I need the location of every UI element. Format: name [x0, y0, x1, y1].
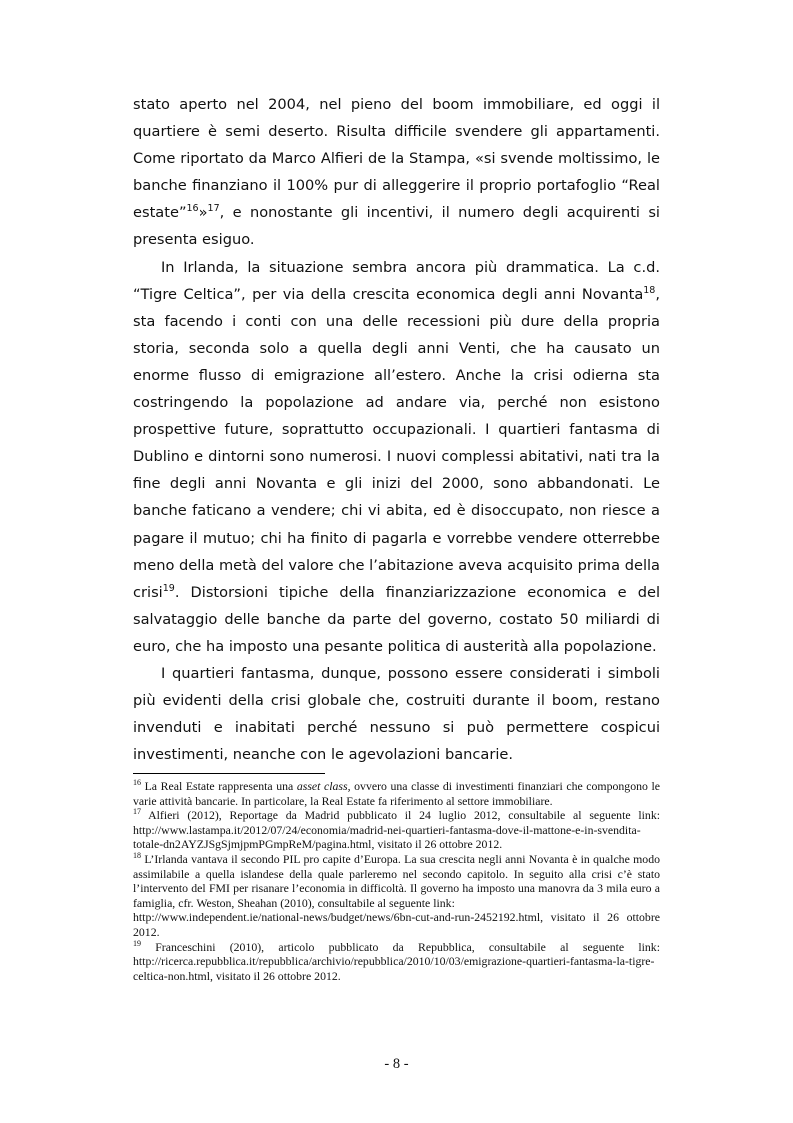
paragraph-1: [133, 91, 660, 254]
footnote-ref-17[interactable]: 17: [207, 203, 220, 215]
paragraph-1-text: stato aperto nel 2004, nel pieno del boom immobiliare, ed oggi il quartiere è semi deserto. Risulta difficile svendere gli appartamenti. Come riportato da Marco Alfieri de la Stampa, «si svende moltissimo, le banche finanziano il 100% pur di alleggerire il proprio portafoglio “Real estate”: [133, 96, 660, 222]
footnote-19-text: Franceschini (2010), articolo pubblicato da Repubblica, consultabile al seguente link: http://ricerca.repubblica.it/repubblica/archivio/repubblica/2010/10/03/emigrazione-quartieri-fantasma-la-tigre-celtica-non.html, visitato il 26 ottobre 2012.: [133, 939, 660, 983]
footnote-ref-16[interactable]: 16: [186, 203, 199, 215]
footnote-16: [133, 779, 660, 808]
footnote-16-number: 16: [133, 778, 141, 788]
paragraph-2-text-a: In Irlanda, la situazione sembra ancora più drammatica. La c.d. “Tigre Celtica”, per via della crescita economica degli anni Novanta: [133, 258, 660, 303]
footnote-16-text-b: ovvero una classe di investimenti finanziari che compongono le varie attività bancarie. In particolare, la Real Estate fa riferimento al settore immobiliare.: [133, 779, 660, 808]
paragraph-2: [133, 254, 660, 660]
footnote-16-text-a: La Real Estate rappresenta una: [141, 779, 297, 793]
paragraph-3: [133, 660, 660, 768]
footnote-18: [133, 852, 660, 910]
footnote-19-number: 19: [133, 938, 141, 948]
footnote-16-emphasis: asset class,: [296, 779, 351, 793]
footnote-17: [133, 808, 660, 852]
footnote-19: [133, 940, 660, 984]
footnote-17-number: 17: [133, 807, 141, 817]
closing-quote: »: [198, 204, 208, 222]
footnote-17-text: Alfieri (2012), Reportage da Madrid pubblicato il 24 luglio 2012, consultabile al seguente link: http://www.lastampa.it/2012/07/24/economia/madrid-nei-quartieri-fantasma-dove-il-mattone-e-in-svendita-totale-dn2AYZJSgSjmjpmPGmpReM/pagina.html, visitato il 26 ottobre 2012.: [133, 808, 660, 852]
footnote-18-url[interactable]: http://www.independent.ie/national-news/budget/news/6bn-cut-and-run-2452192.html, visitato il 26 ottobre 2012.: [133, 910, 660, 939]
paragraph-1-end: , e nonostante gli incentivi, il numero degli acquirenti si presenta esiguo.: [133, 204, 660, 249]
paragraph-3-text: I quartieri fantasma, dunque, possono essere considerati i simboli più evidenti della crisi globale che, costruiti durante il boom, restano invenduti e inabitati perché nessuno si può permettere cospicui investimenti, neanche con le agevolazioni bancarie.: [133, 664, 660, 764]
paragraph-2-text-b: , sta facendo i conti con una delle recessioni più dure della propria storia, seconda solo a quella degli anni Venti, che ha causato un enorme flusso di emigrazione all’estero. Anche la crisi odierna sta costringendo la popolazione ad andare via, perché non esistono prospettive future, soprattutto occupazionali. I quartieri fantasma di Dublino e dintorni sono numerosi. I nuovi complessi abitativi, nati tra la fine degli anni Novanta e gli inizi del 2000, sono abbandonati. Le banche faticano a vendere; chi vi abita, ed è disoccupato, non riesce a pagare il mutuo; chi ha finito di pagarla e vorrebbe vendere otterrebbe meno della metà del valore che l’abitazione aveva acquisito prima della crisi: [133, 285, 660, 601]
footnotes: [133, 779, 660, 983]
footnote-ref-18[interactable]: 18: [643, 284, 656, 296]
footnote-ref-19[interactable]: 19: [162, 582, 175, 594]
main-text: [133, 91, 660, 768]
paragraph-2-text-c: . Distorsioni tipiche della finanziarizzazione economica e del salvataggio delle banche da parte del governo, costato 50 miliardi di euro, che ha imposto una pesante politica di austerità alla popolazione.: [133, 583, 660, 655]
footnote-18-text: L’Irlanda vantava il secondo PIL pro capite d’Europa. La sua crescita negli anni Novanta è in qualche modo assimilabile a quella islandese della quale parleremo nel secondo capitolo. In seguito alla crisi c’è stato l’intervento del FMI per risanare l’economia in difficoltà. Il governo ha imposto una manovra da 3 mila euro a famiglia, cfr. Weston, Sheahan (2010), consultabile al seguente link:: [133, 851, 660, 910]
footnote-18-number: 18: [133, 851, 141, 861]
footnote-separator: [133, 773, 325, 774]
footnote-18-link: [133, 910, 660, 939]
page-number: - 8 -: [384, 1056, 409, 1072]
